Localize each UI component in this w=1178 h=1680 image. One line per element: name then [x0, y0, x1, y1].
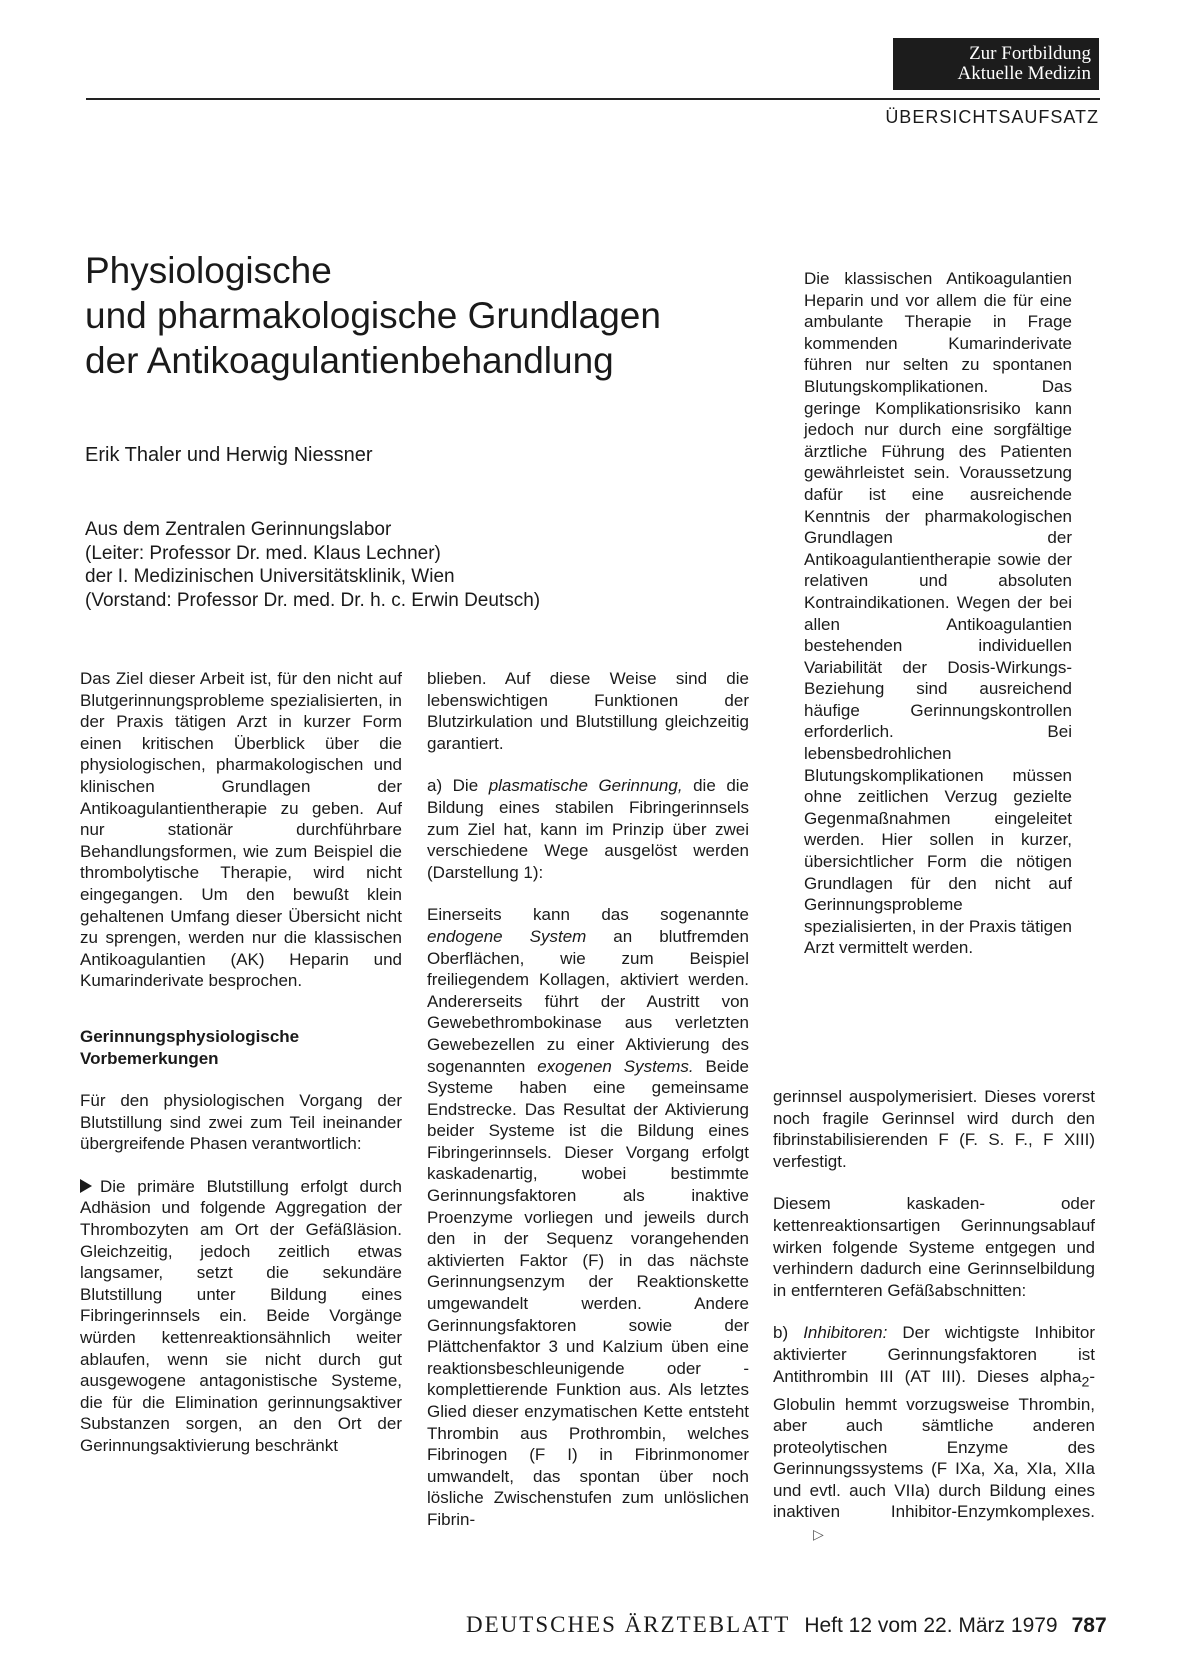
- body-paragraph: [80, 1176, 402, 1457]
- subscript: 2: [1081, 1373, 1090, 1390]
- affiliation-line: (Leiter: Professor Dr. med. Klaus Lechner): [85, 542, 441, 564]
- journal-name: DEUTSCHES ÄRZTEBLATT: [466, 1612, 791, 1637]
- paragraph-text: -Globulin hemmt vorzugsweise Thrombin, aber auch sämtliche anderen proteolytischen Enzyme des Gerinnungssystems (F IXa, Xa, XIa, XIIa und evtl. auch VIIa) durch Bildung eines inaktiven Inhibitor-Enzymkomplexes.: [773, 1366, 1095, 1522]
- affiliation: [85, 518, 785, 612]
- paragraph-text: Beide Systeme haben eine gemeinsame Endstrecke. Das Resultat der Aktivierung beider Systeme ist die Bildung eines Fibringerinnsels. Dieser Vorgang erfolgt kaskadenartig, wobei bestimmte Gerinnungsfaktoren als inaktive Proenzyme vorliegen und jeweils durch den in der Sequenz vorangehenden aktivierten Faktor (F) in das nächste Gerinnungsenzym der Reaktionskette umgewandelt werden. Andere Gerinnungsfaktoren sowie der Plättchenfaktor 3 und Kalzium üben eine reaktionsbeschleunigende oder -komplettierende Funktion aus. Als letztes Glied dieser enzymatischen Kette entsteht Thrombin aus Prothrombin, welches Fibrinogen (F I) in Fibrinmonomer umwandelt, das spontan über noch lösliche Zwischenstufen zum unlöslichen Fibrin-: [427, 1056, 749, 1529]
- section-tag: [893, 38, 1099, 90]
- emphasis-term: endogene System: [427, 926, 587, 946]
- body-paragraph: Diesem kaskaden- oder kettenreaktionsartigen Gerinnungsablauf wirken folgende Systeme entgegen und verhindern dadurch eine Gerinnselbildung in entfernteren Gefäßabschnitten:: [773, 1194, 1095, 1300]
- paragraph-text: Einerseits kann das sogenannte: [427, 905, 749, 925]
- body-paragraph: Für den physiologischen Vorgang der Blutstillung sind zwei zum Teil ineinander übergreifende Phasen verantwortlich:: [80, 1091, 402, 1154]
- authors: Erik Thaler und Herwig Niessner: [85, 444, 373, 466]
- emphasis-term: Inhibitoren:: [803, 1323, 888, 1343]
- title-line-2: und pharmakologische Grundlagen: [85, 295, 661, 336]
- emphasis-term: plasmatische Gerinnung,: [488, 776, 683, 796]
- section-heading: [80, 1026, 402, 1069]
- column-3-intro: [804, 268, 1072, 959]
- body-paragraph: [773, 1322, 1095, 1545]
- tag-line-2: Aktuelle Medizin: [957, 63, 1091, 84]
- column-2: [427, 668, 749, 1531]
- paragraph-text: Die primäre Blutstillung erfolgt durch Adhäsion und folgende Aggregation der Thrombozyten am Ort der Gefäßläsion. Gleichzeitig, jedoch zeitlich etwas langsamer, setzt die sekundäre Blutstillung unter Bildung eines Fibringerinnsels ein. Beide Vorgänge würden kettenreaktionsähnlich weiter ablaufen, wenn sie nicht durch gut ausgewogene antagonistische Systeme, die für die Elimination gerinnungsaktiver Substanzen sorgen, an den Ort der Gerinnungsaktivierung beschränkt: [80, 1176, 402, 1455]
- article-title: [85, 248, 765, 383]
- affiliation-line: Aus dem Zentralen Gerinnungslabor: [85, 519, 392, 540]
- section-label: ÜBERSICHTSAUFSATZ: [885, 107, 1099, 127]
- bullet-arrow-icon: [80, 1179, 92, 1193]
- header-rule: [86, 98, 1100, 100]
- affiliation-line: der I. Medizinischen Universitätsklinik, Wien: [85, 566, 455, 587]
- paragraph-text: Der wichtigste Inhibitor aktivierter Gerinnungsfaktoren ist Antithrombin III (AT III). Dieses alpha: [773, 1323, 1096, 1386]
- title-line-1: Physiologische: [85, 250, 332, 291]
- emphasis-term: exogenen Systems.: [537, 1056, 694, 1076]
- column-3: [773, 1086, 1095, 1546]
- body-paragraph: [427, 775, 749, 883]
- paragraph-text: die die Bildung eines stabilen Fibringerinnsels zum Ziel hat, kann im Prinzip über zwei verschiedene Wege ausgelöst werden (Darstellung 1):: [427, 776, 749, 882]
- heading-line-2: Vorbemerkungen: [80, 1048, 219, 1068]
- abstract-paragraph: Das Ziel dieser Arbeit ist, für den nicht auf Blutgerinnungsprobleme spezialisierten, in der Praxis tätigen Arzt in kurzer Form einen kritischen Überblick über die physiologischen, pharmakologischen und klinischen Grundlagen der Antikoagulantientherapie zu geben. Auf nur stationär durchführbare Behandlungsformen, wie zum Beispiel die thrombolytische Therapie, wird nicht eingegangen. Um den bewußt klein gehaltenen Umfang dieser Übersicht nicht zu sprengen, werden nur die klassischen Antikoagulantien (AK) Heparin und Kumarinderivate besprochen.: [80, 669, 402, 991]
- continue-arrow-icon: ▷: [813, 1526, 824, 1543]
- paragraph-text: a) Die: [427, 776, 489, 796]
- paragraph-text: an blutfremden Oberflächen, wie zum Beispiel freiliegendem Kollagen, aktiviert werden. Andererseits führt der Austritt von Gewebethrombokinase aus verletzten Gewebezellen zu einer Aktivierung des sogenannten: [427, 926, 749, 1076]
- body-paragraph: blieben. Auf diese Weise sind die lebenswichtigen Funktionen der Blutzirkulation und Blutstillung gleichzeitig garantiert.: [427, 669, 749, 753]
- heading-line-1: Gerinnungsphysiologische: [80, 1026, 300, 1046]
- body-paragraph: [427, 904, 749, 1530]
- intro-paragraph: Die klassischen Antikoagulantien Heparin und vor allem die für eine ambulante Therapie in Frage kommenden Kumarinderivate führen nur selten zu spontanen Blutungskomplikationen. Das geringe Komplikationsrisiko kann jedoch nur durch eine sorgfältige ärztliche Führung des Patienten gewährleistet sein. Voraussetzung dafür ist eine ausreichende Kenntnis der pharmakologischen Grundlagen der Antikoagulantientherapie sowie der relativen und absoluten Kontraindikationen. Wegen der bei allen Antikoagulantien bestehenden individuellen Variabilität der Dosis-Wirkungs-Beziehung sind ausreichend häufige Gerinnungskontrollen erforderlich. Bei lebensbedrohlichen Blutungskomplikationen müssen ohne zeitlichen Verzug gezielte Gegenmaßnahmen eingeleitet werden. Hier sollen in kurzer, übersichtlicher Form die nötigen Grundlagen für den nicht auf Gerinnungsprobleme spezialisierten, in der Praxis tätigen Arzt vermittelt werden.: [804, 269, 1072, 958]
- page-footer: [466, 1612, 1107, 1638]
- page-number: 787: [1071, 1614, 1107, 1637]
- paragraph-text: b): [773, 1323, 804, 1343]
- issue-info: Heft 12 vom 22. März 1979: [804, 1614, 1058, 1637]
- title-line-3: der Antikoagulantienbehandlung: [85, 340, 614, 381]
- tag-line-1: Zur Fortbildung: [969, 43, 1091, 64]
- affiliation-line: (Vorstand: Professor Dr. med. Dr. h. c. Erwin Deutsch): [85, 589, 541, 611]
- body-paragraph: gerinnsel auspolymerisiert. Dieses vorerst noch fragile Gerinnsel wird durch den fibrinstabilisierenden F (F. S. F., F XIII) verfestigt.: [773, 1087, 1095, 1171]
- column-1: [80, 668, 402, 1457]
